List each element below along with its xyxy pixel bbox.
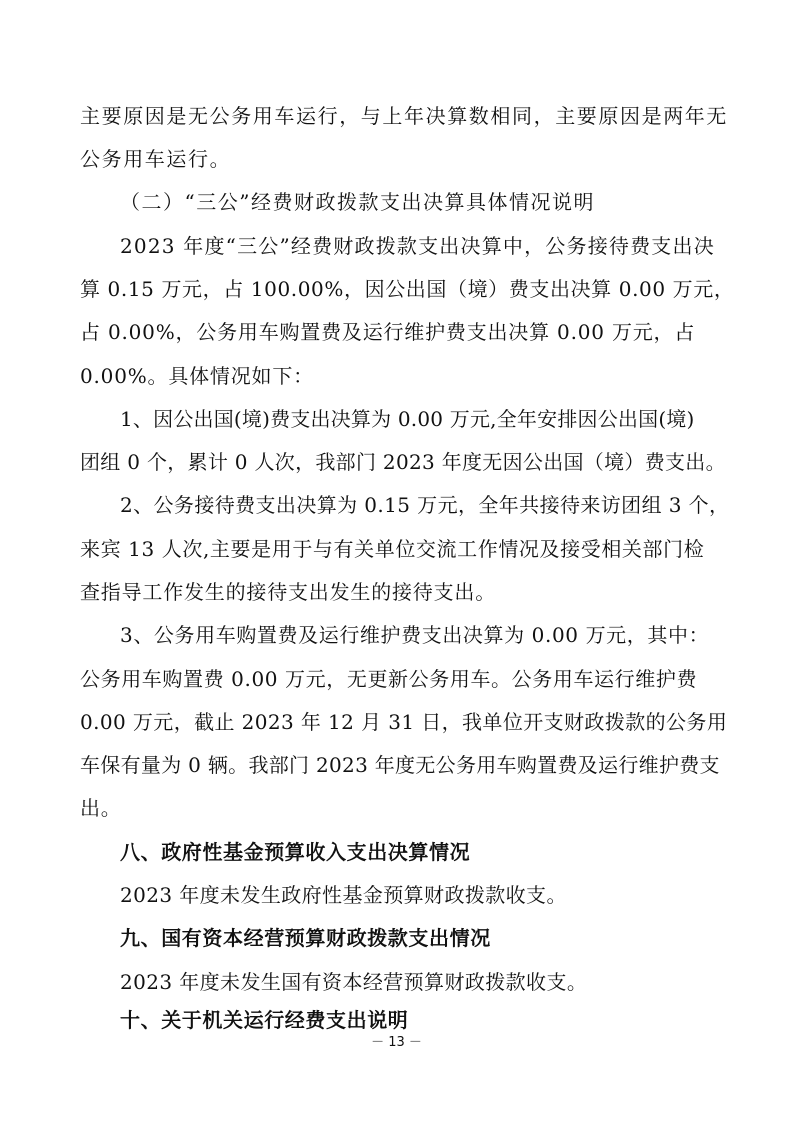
body-line-13: 3、公务用车购置费及运行维护费支出决算为 0.00 万元，其中： xyxy=(120,623,710,647)
section-subheading-2: （二）“三公”经费财政拨款支出决算具体情况说明 xyxy=(120,190,595,214)
body-line-1: 主要原因是无公务用车运行，与上年决算数相同，主要原因是两年无 xyxy=(80,104,728,128)
body-line-7: 0.00%。具体情况如下： xyxy=(80,364,314,388)
body-line-11: 来宾 13 人次,主要是用于与有关单位交流工作情况及接受相关部门检 xyxy=(80,537,705,561)
body-line-15: 0.00 万元，截止 2023 年 12 月 31 日，我单位开支财政拨款的公务用 xyxy=(80,710,728,734)
body-line-17: 出。 xyxy=(80,796,122,820)
body-line-10: 2、公务接待费支出决算为 0.15 万元，全年共接待来访团组 3 个， xyxy=(120,493,730,517)
page-number: － 13 － xyxy=(371,1035,422,1050)
body-line-19: 2023 年度未发生政府性基金预算财政拨款收支。 xyxy=(120,883,567,907)
body-line-5: 算 0.15 万元，占 100.00%，因公出国（境）费支出决算 0.00 万元， xyxy=(80,277,735,301)
body-line-6: 占 0.00%，公务用车购置费及运行维护费支出决算 0.00 万元，占 xyxy=(80,320,696,344)
section-heading-8: 八、政府性基金预算收入支出决算情况 xyxy=(120,840,471,864)
body-line-21: 2023 年度未发生国有资本经营预算财政拨款收支。 xyxy=(120,970,588,994)
body-line-2: 公务用车运行。 xyxy=(80,147,232,171)
body-line-8: 1、因公出国(境)费支出决算为 0.00 万元,全年安排因公出国(境) xyxy=(120,407,695,431)
body-line-4: 2023 年度“三公”经费财政拨款支出决算中，公务接待费支出决 xyxy=(120,234,715,258)
body-line-9: 团组 0 个，累计 0 人次，我部门 2023 年度无因公出国（境）费支出。 xyxy=(80,450,726,474)
body-line-12: 查指导工作发生的接待支出发生的接待支出。 xyxy=(80,580,496,604)
body-line-14: 公务用车购置费 0.00 万元，无更新公务用车。公务用车运行维护费 xyxy=(80,667,698,691)
section-heading-10: 十、关于机关运行经费支出说明 xyxy=(120,1008,409,1032)
section-heading-9: 九、国有资本经营预算财政拨款支出情况 xyxy=(120,926,491,950)
body-line-16: 车保有量为 0 辆。我部门 2023 年度无公务用车购置费及运行维护费支 xyxy=(80,753,720,777)
